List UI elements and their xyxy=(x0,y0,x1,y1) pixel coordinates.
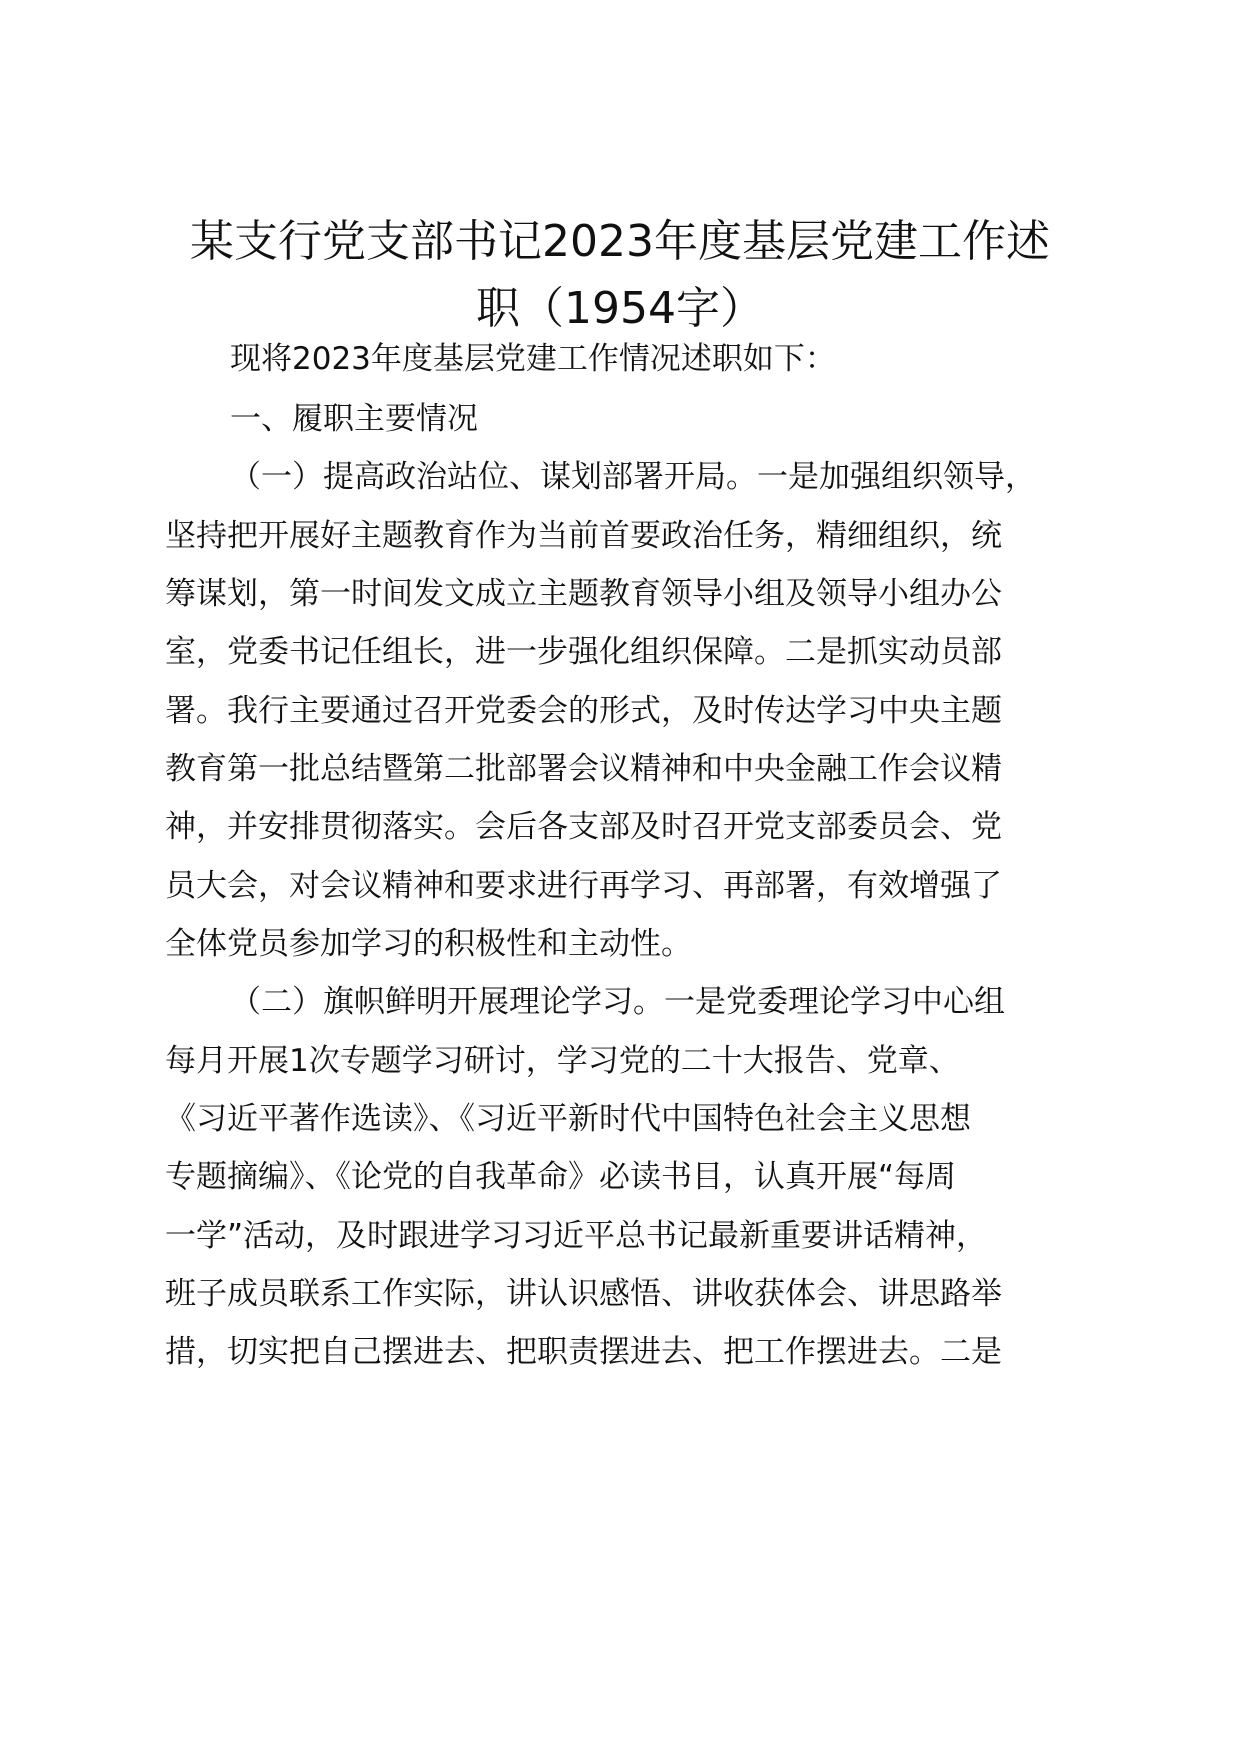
paragraph-line: 署。我行主要通过召开党委会的形式，及时传达学习中央主题 xyxy=(165,693,1002,729)
paragraph-line: 筹谋划，第一时间发文成立主题教育领导小组及领导小组办公 xyxy=(165,576,1002,612)
section-heading: 一、履职主要情况 xyxy=(230,401,478,437)
paragraph-line: 神，并安排贯彻落实。会后各支部及时召开党支部委员会、党 xyxy=(165,809,1002,845)
intro-paragraph: 现将2023年度基层党建工作情况述职如下： xyxy=(230,341,836,377)
document-title xyxy=(150,208,1090,342)
paragraph-line: （二）旗帜鲜明开展理论学习。一是党委理论学习中心组 xyxy=(230,984,1005,1020)
paragraph-line: 员大会，对会议精神和要求进行再学习、再部署，有效增强了 xyxy=(165,868,1002,904)
paragraph-line: 每月开展1次专题学习研讨，学习党的二十大报告、党章、 xyxy=(165,1043,960,1079)
paragraph-line: （一）提高政治站位、谋划部署开局。一是加强组织领导， xyxy=(230,459,1036,495)
paragraph-line: 室，党委书记任组长，进一步强化组织保障。二是抓实动员部 xyxy=(165,634,1002,670)
paragraph-line: 一学”活动，及时跟进学习习近平总书记最新重要讲话精神， xyxy=(165,1218,988,1254)
title-line-1: 某支行党支部书记2023年度基层党建工作述 xyxy=(190,216,1050,267)
paragraph-line: 专题摘编》、《论党的自我革命》必读书目，认真开展“每周 xyxy=(165,1159,957,1195)
title-line-2: 职（1954字） xyxy=(476,283,764,334)
paragraph-line: 教育第一批总结暨第二批部署会议精神和中央金融工作会议精 xyxy=(165,751,1002,787)
paragraph-line: 措，切实把自己摆进去、把职责摆进去、把工作摆进去。二是 xyxy=(165,1334,1002,1370)
paragraph-line: 全体党员参加学习的积极性和主动性。 xyxy=(165,926,692,962)
paragraph-line: 班子成员联系工作实际，讲认识感悟、讲收获体会、讲思路举 xyxy=(165,1276,1002,1312)
paragraph-line: 坚持把开展好主题教育作为当前首要政治任务，精细组织，统 xyxy=(165,518,1002,554)
paragraph-line: 《习近平著作选读》、《习近平新时代中国特色社会主义思想 xyxy=(165,1101,971,1137)
